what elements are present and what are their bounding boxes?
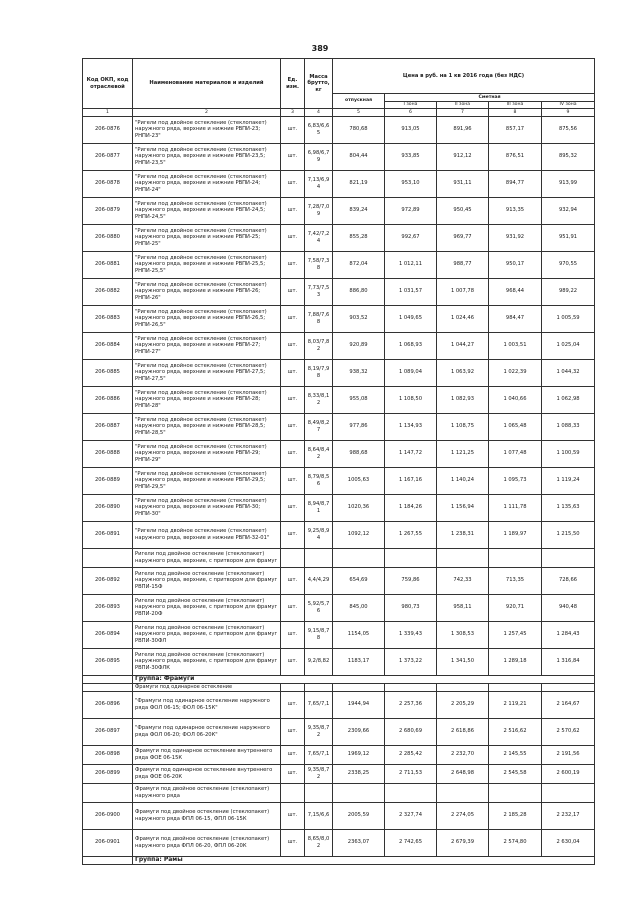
- price-zone-2: 1 082,93: [437, 386, 489, 413]
- table-row: [83, 567, 595, 594]
- item-name: Ригели под двойное остекление (стеклопакет) наружного ряда, верхние, с притвором для фрамуг РВПИ-30ФЛ: [133, 621, 281, 648]
- table-row: [83, 305, 595, 332]
- price-zone-1: 992,67: [385, 224, 437, 251]
- table-row: [83, 413, 595, 440]
- item-unit: шт.: [281, 802, 305, 829]
- item-unit: шт.: [281, 521, 305, 548]
- item-mass: 4,4/4,29: [305, 567, 333, 594]
- item-code: 206-0877: [83, 143, 133, 170]
- price-release: 2363,07: [333, 829, 385, 856]
- price-zone-4: 970,55: [542, 251, 595, 278]
- header-unit: Ед. изм.: [281, 59, 305, 109]
- price-zone-4: 895,32: [542, 143, 595, 170]
- price-release: 839,24: [333, 197, 385, 224]
- item-unit: шт.: [281, 621, 305, 648]
- price-zone-2: 969,77: [437, 224, 489, 251]
- subheading-row: [83, 548, 595, 567]
- item-name: Ригели под двойное остекление (стеклопакет) наружного ряда, верхние, с притвором для фрамуг РВПИ-20Ф: [133, 594, 281, 621]
- price-zone-4: 1 005,59: [542, 305, 595, 332]
- price-zone-1: 953,10: [385, 170, 437, 197]
- item-name: Фрамуги под одинарное остекление внутреннего ряда ФОЕ 06-20К: [133, 764, 281, 783]
- price-zone-4: 875,56: [542, 116, 595, 143]
- price-release: 845,00: [333, 594, 385, 621]
- item-mass: 7,65/7,1: [305, 691, 333, 718]
- item-name: Ригели под двойное остекление (стеклопакет) наружного ряда, верхние, с притвором для фрамуг РВПИ-15Ф: [133, 567, 281, 594]
- item-unit: шт.: [281, 386, 305, 413]
- price-release: 1020,36: [333, 494, 385, 521]
- price-release: 872,04: [333, 251, 385, 278]
- header-zone-1: I зона: [385, 101, 437, 109]
- item-name: "Ригели под двойное остекление (стеклопакет) наружного ряда, верхние и нижние РВПИ-25; РНПИ-25": [133, 224, 281, 251]
- price-zone-4: 913,99: [542, 170, 595, 197]
- price-zone-1: 2 680,69: [385, 718, 437, 745]
- price-zone-4: 940,48: [542, 594, 595, 621]
- price-zone-3: 2 545,58: [489, 764, 542, 783]
- price-zone-2: 958,11: [437, 594, 489, 621]
- column-numbers: [83, 109, 595, 117]
- price-release: 855,28: [333, 224, 385, 251]
- price-release: 2309,66: [333, 718, 385, 745]
- price-zone-3: 2 574,80: [489, 829, 542, 856]
- price-zone-2: 1 063,92: [437, 359, 489, 386]
- group-heading: Группа: Рамы: [133, 856, 595, 864]
- price-release: 1092,12: [333, 521, 385, 548]
- item-unit: шт.: [281, 594, 305, 621]
- price-release: 1969,12: [333, 745, 385, 764]
- price-zone-2: 1 341,50: [437, 648, 489, 675]
- table-row: [83, 278, 595, 305]
- item-mass: 8,94/8,7 1: [305, 494, 333, 521]
- price-zone-4: 2 191,56: [542, 745, 595, 764]
- item-mass: 7,13/6,9 4: [305, 170, 333, 197]
- table-row: [83, 648, 595, 675]
- price-zone-1: 1 184,26: [385, 494, 437, 521]
- price-zone-4: 989,22: [542, 278, 595, 305]
- item-unit: шт.: [281, 251, 305, 278]
- table-row: [83, 521, 595, 548]
- item-unit: шт.: [281, 467, 305, 494]
- item-name: "Ригели под двойное остекление (стеклопакет) наружного ряда, верхние и нижние РВПИ-29; РНПИ-29": [133, 440, 281, 467]
- table-row: [83, 745, 595, 764]
- group-row: [83, 856, 595, 864]
- item-unit: шт.: [281, 440, 305, 467]
- item-mass: 6,98/6,7 9: [305, 143, 333, 170]
- price-zone-1: 1 373,22: [385, 648, 437, 675]
- item-code: 206-0885: [83, 359, 133, 386]
- price-zone-1: 933,85: [385, 143, 437, 170]
- price-zone-4: 1 044,32: [542, 359, 595, 386]
- item-name: "Ригели под двойное остекление (стеклопакет) наружного ряда, верхние и нижние РВПИ-28,5; РНПИ-28,5": [133, 413, 281, 440]
- item-code: 206-0893: [83, 594, 133, 621]
- item-name: Фрамуги под одинарное остекление внутреннего ряда ФОЕ 06-15К: [133, 745, 281, 764]
- item-code: 206-0880: [83, 224, 133, 251]
- group-heading: Группа: Фрамуги: [133, 675, 595, 683]
- colnum: 4: [305, 109, 333, 117]
- price-zone-2: 1 044,27: [437, 332, 489, 359]
- header-price: Цена в руб. на 1 кв 2016 года (без НДС): [333, 59, 595, 94]
- item-unit: шт.: [281, 116, 305, 143]
- price-zone-4: 1 284,43: [542, 621, 595, 648]
- price-zone-2: 2 232,70: [437, 745, 489, 764]
- price-zone-1: 759,86: [385, 567, 437, 594]
- price-zone-4: 1 215,50: [542, 521, 595, 548]
- item-unit: шт.: [281, 829, 305, 856]
- table-row: [83, 251, 595, 278]
- price-zone-4: 932,94: [542, 197, 595, 224]
- price-zone-2: 742,33: [437, 567, 489, 594]
- price-zone-3: 2 145,55: [489, 745, 542, 764]
- price-zone-1: 1 068,93: [385, 332, 437, 359]
- item-name: "Ригели под двойное остекление (стеклопакет) наружного ряда, верхние и нижние РВПИ-25,5; РНПИ-25,5": [133, 251, 281, 278]
- item-unit: шт.: [281, 359, 305, 386]
- price-zone-1: 980,73: [385, 594, 437, 621]
- item-name: "Ригели под двойное остекление (стеклопакет) наружного ряда, верхние и нижние РВПИ-28; РНПИ-28": [133, 386, 281, 413]
- item-mass: 9,35/8,7 2: [305, 718, 333, 745]
- price-zone-4: 951,91: [542, 224, 595, 251]
- price-release: 988,68: [333, 440, 385, 467]
- price-zone-2: 891,96: [437, 116, 489, 143]
- price-zone-2: 2 648,98: [437, 764, 489, 783]
- price-zone-3: 1 022,39: [489, 359, 542, 386]
- price-zone-3: 894,77: [489, 170, 542, 197]
- table-row: [83, 718, 595, 745]
- item-code: 206-0883: [83, 305, 133, 332]
- price-zone-2: 2 679,39: [437, 829, 489, 856]
- colnum: 5: [333, 109, 385, 117]
- item-name: "Ригели под двойное остекление (стеклопакет) наружного ряда, верхние и нижние РВПИ-26; РНПИ-26": [133, 278, 281, 305]
- item-mass: 5,92/5,7 6: [305, 594, 333, 621]
- header-zone-4: IV зона: [542, 101, 595, 109]
- colnum: 9: [542, 109, 595, 117]
- item-mass: 7,28/7,0 9: [305, 197, 333, 224]
- price-zone-1: 1 167,16: [385, 467, 437, 494]
- table-row: [83, 594, 595, 621]
- item-code: 206-0879: [83, 197, 133, 224]
- price-zone-3: 950,17: [489, 251, 542, 278]
- item-unit: шт.: [281, 764, 305, 783]
- price-zone-4: 1 135,63: [542, 494, 595, 521]
- header-name: Наименование материалов и изделий: [133, 59, 281, 109]
- price-release: 821,19: [333, 170, 385, 197]
- price-release: 2005,59: [333, 802, 385, 829]
- table-row: [83, 386, 595, 413]
- price-zone-2: 1 156,94: [437, 494, 489, 521]
- price-zone-3: 1 003,51: [489, 332, 542, 359]
- price-zone-3: 2 516,62: [489, 718, 542, 745]
- price-zone-3: 2 185,28: [489, 802, 542, 829]
- price-zone-3: 2 119,21: [489, 691, 542, 718]
- table-row: [83, 494, 595, 521]
- item-mass: 8,65/8,0 2: [305, 829, 333, 856]
- item-mass: 7,88/7,6 8: [305, 305, 333, 332]
- item-unit: шт.: [281, 278, 305, 305]
- item-unit: шт.: [281, 197, 305, 224]
- item-unit: шт.: [281, 494, 305, 521]
- price-zone-1: 1 049,65: [385, 305, 437, 332]
- price-release: 1944,94: [333, 691, 385, 718]
- price-zone-2: 1 121,25: [437, 440, 489, 467]
- price-zone-2: 931,11: [437, 170, 489, 197]
- price-zone-3: 1 289,18: [489, 648, 542, 675]
- price-release: 780,68: [333, 116, 385, 143]
- item-name: "Ригели под двойное остекление (стеклопакет) наружного ряда, верхние и нижние РВПИ-30; РНПИ-30": [133, 494, 281, 521]
- table-row: [83, 224, 595, 251]
- item-code: 206-0897: [83, 718, 133, 745]
- item-code: 206-0900: [83, 802, 133, 829]
- price-release: 654,69: [333, 567, 385, 594]
- item-unit: шт.: [281, 305, 305, 332]
- item-unit: шт.: [281, 718, 305, 745]
- item-unit: шт.: [281, 691, 305, 718]
- item-unit: шт.: [281, 413, 305, 440]
- item-code: 206-0888: [83, 440, 133, 467]
- price-zone-1: 2 742,65: [385, 829, 437, 856]
- table-row: [83, 467, 595, 494]
- item-name: "Ригели под двойное остекление (стеклопакет) наружного ряда, верхние и нижние РВПИ-24,5; РНПИ-24,5": [133, 197, 281, 224]
- price-zone-1: 1 108,50: [385, 386, 437, 413]
- price-zone-3: 984,47: [489, 305, 542, 332]
- price-zone-2: 950,45: [437, 197, 489, 224]
- price-zone-4: 1 316,84: [542, 648, 595, 675]
- item-unit: шт.: [281, 143, 305, 170]
- colnum: 6: [385, 109, 437, 117]
- subheading: Фрамуги под одинарное остекление: [133, 683, 281, 691]
- price-zone-2: 2 618,86: [437, 718, 489, 745]
- price-zone-4: 1 100,59: [542, 440, 595, 467]
- price-zone-3: 920,71: [489, 594, 542, 621]
- item-name: Фрамуги под двойное остекление (стеклопакет) наружного ряда ФПЛ 06-20, ФПЛ 06-20К: [133, 829, 281, 856]
- price-zone-3: 913,35: [489, 197, 542, 224]
- subheading: Ригели под двойное остекление (стеклопакет) наружного ряда, верхние, с притвором для фрамуг: [133, 548, 281, 567]
- item-code: 206-0895: [83, 648, 133, 675]
- table-row: [83, 621, 595, 648]
- colnum: 3: [281, 109, 305, 117]
- table-row: [83, 440, 595, 467]
- item-code: 206-0898: [83, 745, 133, 764]
- item-code: 206-0876: [83, 116, 133, 143]
- price-zone-3: 713,35: [489, 567, 542, 594]
- price-zone-3: 931,92: [489, 224, 542, 251]
- header-release: отпускная: [333, 94, 385, 109]
- item-mass: 8,19/7,9 8: [305, 359, 333, 386]
- price-zone-1: 2 285,42: [385, 745, 437, 764]
- item-code: 206-0887: [83, 413, 133, 440]
- item-mass: 8,03/7,8 2: [305, 332, 333, 359]
- price-zone-4: 1 062,98: [542, 386, 595, 413]
- price-release: 1183,17: [333, 648, 385, 675]
- price-zone-3: 1 257,45: [489, 621, 542, 648]
- header-zone-2: II зона: [437, 101, 489, 109]
- item-name: "Ригели под двойное остекление (стеклопакет) наружного ряда, верхние и нижние РВПИ-27,5; РНПИ-27,5": [133, 359, 281, 386]
- item-mass: 7,73/7,5 3: [305, 278, 333, 305]
- item-mass: 8,33/8,1 2: [305, 386, 333, 413]
- price-zone-4: 2 630,04: [542, 829, 595, 856]
- item-code: 206-0892: [83, 567, 133, 594]
- price-release: 1005,63: [333, 467, 385, 494]
- table-row: [83, 197, 595, 224]
- item-mass: 8,79/8,5 6: [305, 467, 333, 494]
- item-mass: 8,49/8,2 7: [305, 413, 333, 440]
- price-release: 955,08: [333, 386, 385, 413]
- price-release: 1154,05: [333, 621, 385, 648]
- price-zone-1: 1 031,57: [385, 278, 437, 305]
- table-row: [83, 829, 595, 856]
- price-zone-2: 1 007,78: [437, 278, 489, 305]
- table-row: [83, 691, 595, 718]
- price-zone-2: 1 308,53: [437, 621, 489, 648]
- table-row: [83, 764, 595, 783]
- price-zone-3: 1 040,66: [489, 386, 542, 413]
- item-name: "Ригели под двойное остекление (стеклопакет) наружного ряда, верхние и нижние РВПИ-26,5; РНПИ-26,5": [133, 305, 281, 332]
- item-name: "Ригели под двойное остекление (стеклопакет) наружного ряда, верхние и нижние РВПИ-32-01": [133, 521, 281, 548]
- item-mass: 8,64/8,4 2: [305, 440, 333, 467]
- item-name: "Ригели под двойное остекление (стеклопакет) наружного ряда, верхние и нижние РВПИ-29,5; РНПИ-29,5": [133, 467, 281, 494]
- item-name: "Ригели под двойное остекление (стеклопакет) наружного ряда, верхние и нижние РВПИ-24; РНПИ-24": [133, 170, 281, 197]
- price-zone-4: 728,66: [542, 567, 595, 594]
- price-zone-2: 1 108,75: [437, 413, 489, 440]
- subheading-row: [83, 683, 595, 691]
- price-release: 886,80: [333, 278, 385, 305]
- item-name: "Фрамуги под одинарное остекление наружного ряда ФОЛ 06-20; ФОЛ 06-20К": [133, 718, 281, 745]
- item-unit: шт.: [281, 224, 305, 251]
- price-release: 804,44: [333, 143, 385, 170]
- table-row: [83, 359, 595, 386]
- table-row: [83, 170, 595, 197]
- page-number: 389: [311, 44, 329, 53]
- price-zone-3: 857,17: [489, 116, 542, 143]
- price-zone-2: 988,77: [437, 251, 489, 278]
- colnum: 7: [437, 109, 489, 117]
- price-zone-3: 1 111,78: [489, 494, 542, 521]
- header-estimate: Сметная: [385, 94, 595, 102]
- item-code: 206-0878: [83, 170, 133, 197]
- price-release: 938,32: [333, 359, 385, 386]
- price-zone-2: 1 238,31: [437, 521, 489, 548]
- item-name: "Ригели под двойное остекление (стеклопакет) наружного ряда, верхние и нижние РВПИ-27; РНПИ-27": [133, 332, 281, 359]
- price-zone-1: 1 267,55: [385, 521, 437, 548]
- table-row: [83, 143, 595, 170]
- header-code: Код ОКП, код отраслевой: [83, 59, 133, 109]
- header-mass: Масса брутто, кг: [305, 59, 333, 109]
- item-mass: 7,15/6,6: [305, 802, 333, 829]
- item-unit: шт.: [281, 745, 305, 764]
- price-table: [82, 58, 595, 865]
- subheading: Фрамуги под двойное остекление (стеклопакет) наружного ряда: [133, 783, 281, 802]
- price-release: 977,86: [333, 413, 385, 440]
- item-code: 206-0894: [83, 621, 133, 648]
- price-zone-3: 1 065,48: [489, 413, 542, 440]
- item-code: 206-0881: [83, 251, 133, 278]
- header-zone-3: III зона: [489, 101, 542, 109]
- item-code: 206-0896: [83, 691, 133, 718]
- price-zone-1: 2 327,74: [385, 802, 437, 829]
- price-zone-3: 968,44: [489, 278, 542, 305]
- item-code: 206-0890: [83, 494, 133, 521]
- item-unit: шт.: [281, 567, 305, 594]
- item-unit: шт.: [281, 648, 305, 675]
- item-mass: 9,15/8,7 8: [305, 621, 333, 648]
- item-mass: 9,35/8,7 2: [305, 764, 333, 783]
- price-zone-1: 1 134,93: [385, 413, 437, 440]
- price-zone-2: 2 274,05: [437, 802, 489, 829]
- price-zone-1: 2 257,36: [385, 691, 437, 718]
- price-zone-1: 2 711,53: [385, 764, 437, 783]
- price-zone-4: 2 232,17: [542, 802, 595, 829]
- price-zone-3: 876,51: [489, 143, 542, 170]
- item-code: 206-0901: [83, 829, 133, 856]
- price-zone-4: 2 164,67: [542, 691, 595, 718]
- item-name: "Ригели под двойное остекление (стеклопакет) наружного ряда, верхние и нижние РВПИ-23,5; РНПИ-23,5": [133, 143, 281, 170]
- price-zone-3: 1 077,48: [489, 440, 542, 467]
- item-code: 206-0886: [83, 386, 133, 413]
- item-mass: 9,25/8,9 4: [305, 521, 333, 548]
- item-mass: 9,2/8,82: [305, 648, 333, 675]
- price-zone-4: 1 088,33: [542, 413, 595, 440]
- table-row: [83, 332, 595, 359]
- price-zone-2: 1 140,24: [437, 467, 489, 494]
- subheading-row: [83, 783, 595, 802]
- item-code: 206-0899: [83, 764, 133, 783]
- item-unit: шт.: [281, 170, 305, 197]
- colnum: 1: [83, 109, 133, 117]
- price-zone-1: 1 339,43: [385, 621, 437, 648]
- item-name: Ригели под двойное остекление (стеклопакет) наружного ряда, верхние, с притвором для фрамуг РВПИ-30ФЛК: [133, 648, 281, 675]
- price-release: 903,52: [333, 305, 385, 332]
- price-release: 2338,25: [333, 764, 385, 783]
- item-code: 206-0891: [83, 521, 133, 548]
- item-code: 206-0882: [83, 278, 133, 305]
- price-zone-2: 2 205,29: [437, 691, 489, 718]
- item-name: "Фрамуги под одинарное остекление наружного ряда ФОЛ 06-15; ФОЛ 06-15К": [133, 691, 281, 718]
- price-zone-4: 1 025,04: [542, 332, 595, 359]
- table-row: [83, 802, 595, 829]
- item-code: 206-0884: [83, 332, 133, 359]
- price-zone-2: 1 024,46: [437, 305, 489, 332]
- price-zone-4: 2 570,62: [542, 718, 595, 745]
- colnum: 2: [133, 109, 281, 117]
- price-zone-1: 1 147,72: [385, 440, 437, 467]
- item-code: 206-0889: [83, 467, 133, 494]
- price-zone-1: 913,05: [385, 116, 437, 143]
- price-zone-1: 972,89: [385, 197, 437, 224]
- colnum: 8: [489, 109, 542, 117]
- price-zone-4: 2 600,19: [542, 764, 595, 783]
- price-zone-1: 1 012,11: [385, 251, 437, 278]
- table-row: [83, 116, 595, 143]
- price-zone-1: 1 089,04: [385, 359, 437, 386]
- price-release: 920,89: [333, 332, 385, 359]
- item-mass: 7,65/7,1: [305, 745, 333, 764]
- price-zone-3: 1 189,97: [489, 521, 542, 548]
- price-zone-4: 1 119,24: [542, 467, 595, 494]
- item-mass: 6,83/6,6 5: [305, 116, 333, 143]
- item-name: "Ригели под двойное остекление (стеклопакет) наружного ряда, верхние и нижние РВПИ-23; РНПИ-23": [133, 116, 281, 143]
- group-row: [83, 675, 595, 683]
- price-zone-2: 912,12: [437, 143, 489, 170]
- price-zone-3: 1 095,73: [489, 467, 542, 494]
- item-name: Фрамуги под двойное остекление (стеклопакет) наружного ряда ФПЛ 06-15, ФПЛ 06-15К: [133, 802, 281, 829]
- item-unit: шт.: [281, 332, 305, 359]
- item-mass: 7,42/7,2 4: [305, 224, 333, 251]
- item-mass: 7,58/7,3 8: [305, 251, 333, 278]
